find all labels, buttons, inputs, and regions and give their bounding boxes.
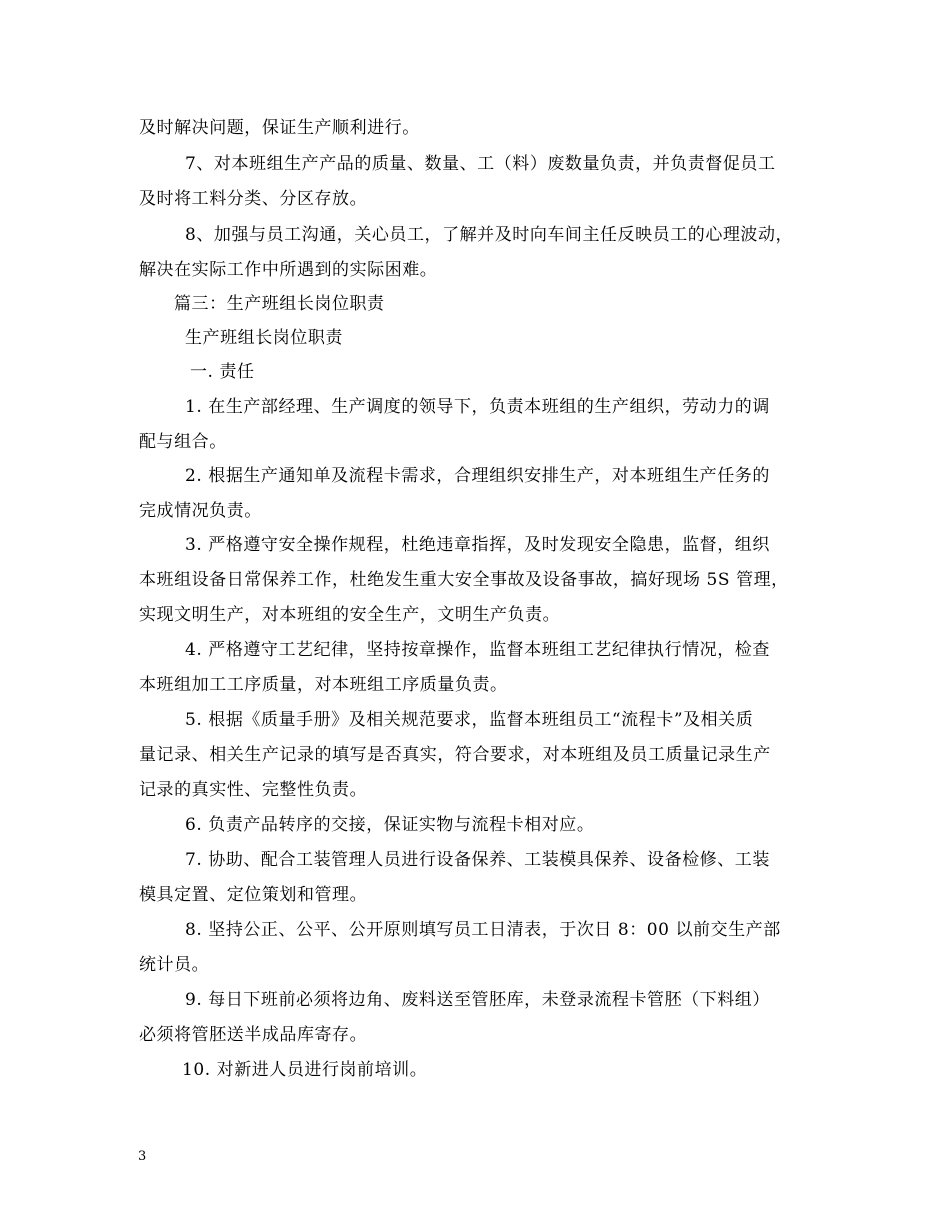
list-item: 10. 对新进人员进行岗前培训。 xyxy=(182,1060,428,1080)
text-line: 及时解决问题，保证生产顺利进行。 xyxy=(139,118,420,138)
text-line: 完成情况负责。 xyxy=(139,501,262,521)
list-item: 4. 严格遵守工艺纪律，坚持按章操作，监督本班组工艺纪律执行情况，检查 xyxy=(185,640,770,660)
list-item: 1. 在生产部经理、生产调度的领导下，负责本班组的生产组织，劳动力的调 xyxy=(185,397,770,417)
text-line: 统计员。 xyxy=(139,955,210,975)
text-line: 配与组合。 xyxy=(139,432,227,452)
text-line: 解决在实际工作中所遇到的实际困难。 xyxy=(139,260,438,280)
text-line: 8、加强与员工沟通，关心员工，了解并及时向车间主任反映员工的心理波动， xyxy=(185,225,794,245)
list-item: 5. 根据《质量手册》及相关规范要求，监督本班组员工“流程卡”及相关质 xyxy=(185,710,754,730)
text-line: 本班组设备日常保养工作，杜绝发生重大安全事故及设备事故，搞好现场 5S 管理， xyxy=(139,570,789,590)
list-item: 6. 负责产品转序的交接，保证实物与流程卡相对应。 xyxy=(185,815,595,835)
list-item: 2. 根据生产通知单及流程卡需求，合理组织安排生产，对本班组生产任务的 xyxy=(185,466,770,486)
text-line: 记录的真实性、完整性负责。 xyxy=(139,780,368,800)
subsection-heading: 一. 责任 xyxy=(190,362,255,382)
text-line: 必须将管胚送半成品库寄存。 xyxy=(139,1025,368,1045)
list-item: 7. 协助、配合工装管理人员进行设备保养、工装模具保养、设备检修、工装 xyxy=(185,850,770,870)
text-line: 本班组加工工序质量，对本班组工序质量负责。 xyxy=(139,675,508,695)
text-line: 模具定置、定位策划和管理。 xyxy=(139,885,368,905)
page-number: 3 xyxy=(138,1149,147,1164)
section-heading: 篇三：生产班组长岗位职责 xyxy=(174,294,385,314)
text-line: 7、对本班组生产产品的质量、数量、工（料）废数量负责，并负责督促员工 xyxy=(185,154,776,174)
text-line: 量记录、相关生产记录的填写是否真实，符合要求，对本班组及员工质量记录生产 xyxy=(139,745,771,765)
list-item: 3. 严格遵守安全操作规程，杜绝违章指挥，及时发现安全隐患，监督，组织 xyxy=(185,535,770,555)
list-item: 8. 坚持公正、公平、公开原则填写员工日清表，于次日 8：00 以前交生产部 xyxy=(185,920,781,940)
document-title: 生产班组长岗位职责 xyxy=(185,328,343,348)
list-item: 9. 每日下班前必须将边角、废料送至管胚库，未登录流程卡管胚（下料组） xyxy=(185,990,770,1010)
text-line: 及时将工料分类、分区存放。 xyxy=(139,189,368,209)
text-line: 实现文明生产，对本班组的安全生产，文明生产负责。 xyxy=(139,605,561,625)
